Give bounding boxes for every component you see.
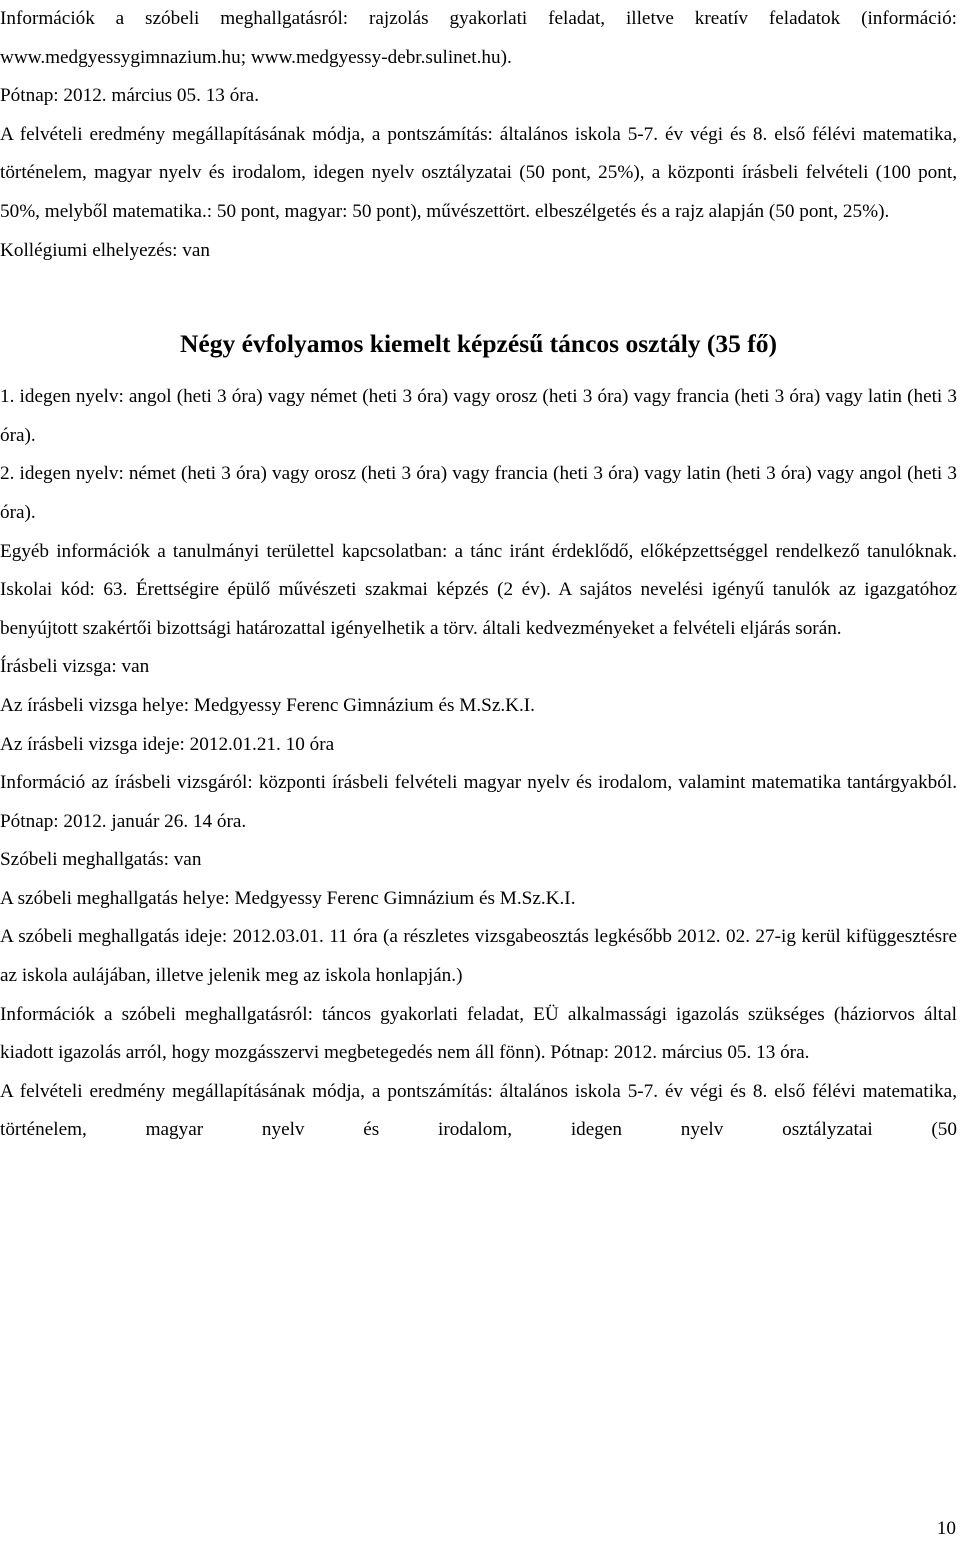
oral-exam-place-line: A szóbeli meghallgatás helye: Medgyessy Ferenc Gimnázium és M.Sz.K.I. (0, 887, 576, 909)
section-heading: Négy évfolyamos kiemelt képzésű táncos osztály (35 fő) (179, 329, 778, 359)
page-number: 10 (936, 1518, 956, 1539)
first-foreign-language-paragraph: 1. idegen nyelv: angol (heti 3 óra) vagy német (heti 3 óra) vagy orosz (heti 3 óra) vagy francia (heti 3 óra) vagy latin (heti 3 óra). (0, 386, 957, 446)
written-exam-place-line: Az írásbeli vizsga helye: Medgyessy Ferenc Gimnázium és M.Sz.K.I. (0, 694, 535, 716)
written-exam-time-line: Az írásbeli vizsga ideje: 2012.01.21. 10 óra (0, 733, 335, 755)
scoring-paragraph-previous: A felvételi eredmény megállapításának módja, a pontszámítás: általános iskola 5-7. év végi és 8. első félévi matematika, történelem, magyar nyelv és irodalom, idegen nyelv osztályzatai (50 pont, 25%), a központi írásbeli felvételi (100 pont, 50%, melyből matematika.: 50 pont, magyar: 50 pont), művészettört. elbeszélgetés és a rajz alapján (50 pont, 25%). (0, 123, 957, 222)
written-exam-info-paragraph: Információ az írásbeli vizsgáról: központi írásbeli felvételi magyar nyelv és irodalom, valamint matematika tantárgyakból. Pótnap: 2012. január 26. 14 óra. (0, 772, 957, 832)
oral-exam-time-paragraph: A szóbeli meghallgatás ideje: 2012.03.01. 11 óra (a részletes vizsgabeosztás legkésőbb 2012. 02. 27-ig kerül kifüggesztésre az iskola aulájában, illetve jelenik meg az iskola honlapján.) (0, 926, 957, 987)
oral-info-previous-paragraph: Információk a szóbeli meghallgatásról: rajzolás gyakorlati feladat, illetve kreatív feladatok (információ: www.medgyessygimnazium.hu; www.medgyessy-debr.sulinet.hu). (0, 8, 957, 68)
second-foreign-language-paragraph: 2. idegen nyelv: német (heti 3 óra) vagy orosz (heti 3 óra) vagy francia (heti 3 óra) vagy latin (heti 3 óra) vagy angol (heti 3 óra). (0, 463, 957, 523)
scoring-paragraph: A felvételi eredmény megállapításának módja, a pontszámítás: általános iskola 5-7. év végi és 8. első félévi matematika, történelem, magyar nyelv és irodalom, idegen nyelv osztályzatai (50 (0, 1080, 957, 1141)
oral-exam-line: Szóbeli meghallgatás: van (0, 849, 202, 871)
written-exam-line: Írásbeli vizsga: van (0, 656, 150, 678)
dormitory-line: Kollégiumi elhelyezés: van (0, 239, 210, 261)
other-information-paragraph: Egyéb információk a tanulmányi területtel kapcsolatban: a tánc iránt érdeklődő, előképzettséggel rendelkező tanulóknak. Iskolai kód: 63. Érettségire épülő művészeti szakmai képzés (2 év). A sajátos nevelési igényű tanulók az igazgatóhoz benyújtott szakértői bizottsági határozattal igényelhetik a törv. általi kedvezményeket a felvételi eljárás során. (0, 540, 957, 639)
makeup-day-line: Pótnap: 2012. március 05. 13 óra. (0, 85, 259, 107)
oral-exam-info-paragraph: Információk a szóbeli meghallgatásról: táncos gyakorlati feladat, EÜ alkalmassági igazolás szükséges (háziorvos által kiadott igazolás arról, hogy mozgásszervi megbetegedés nem áll fönn). Pótnap: 2012. március 05. 13 óra. (0, 1003, 957, 1064)
